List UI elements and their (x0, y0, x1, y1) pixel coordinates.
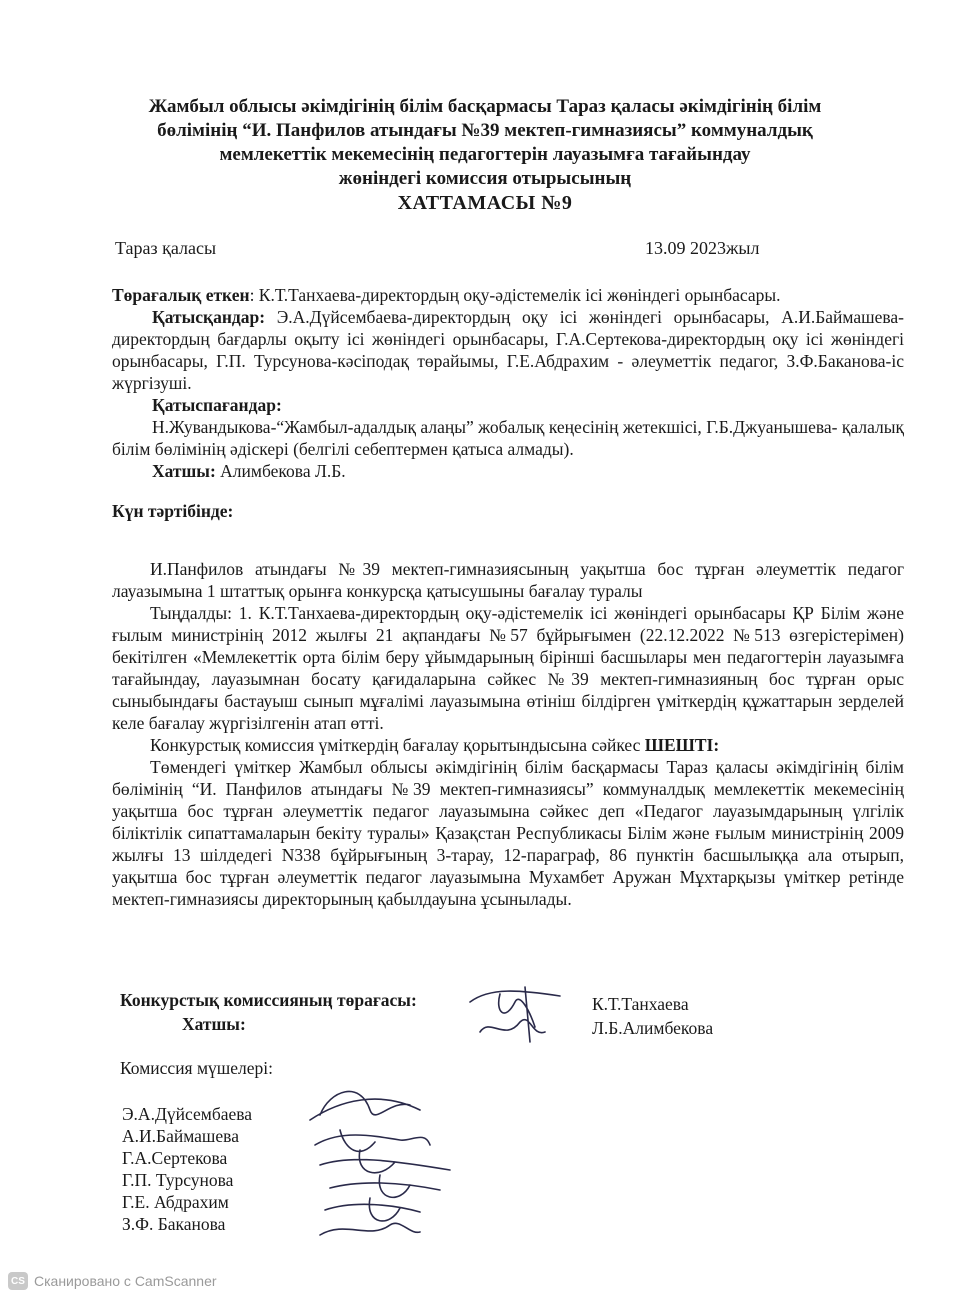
heard-paragraph: Тыңдалды: 1. К.Т.Танхаева-директордың оқу-әдістемелік ісі жөніндегі орынбасары ҚР Білім және ғылым министрінің 2012 жылғы 21 ақпандағы №57 бұйрығымен (22.12.2022 №513 өзгерістерімен) бекітілген «Мемлекеттік орта білім беру ұйымдарының бірінші басшылары мен педагогтерін лауазымға тағайындау, лауазымнан босату қағидаларына сәйкес №39 мектеп-гимназияның бос тұрған орыс сыныбындағы бастауыш сынып мұғалімі лауазымына өтініш білдірген үміткердің құжаттарын зерделей келе бағалау жүргізілгенін атап өтті. (112, 603, 904, 733)
secretary-name: Л.Б.Алимбекова (592, 1018, 714, 1038)
agenda-item: И.Панфилов атындағы №39 мектеп-гимназиясының уақытша бос тұрған әлеуметтік педагог лауазымына 1 штаттық орынға конкурсқа қатысушыны бағалау туралы (112, 559, 904, 601)
participants-label: Қатысқандар: (152, 307, 266, 327)
decision-paragraph (112, 734, 904, 756)
secretary-paragraph (112, 460, 904, 482)
absent-text: Н.Жувандыкова-“Жамбыл-адалдық алаңы” жобалық кеңесінің жетекшісі, Г.Б.Джуанышева- қалалық білім бөлімінің әдіскері (белгілі себептермен қатыса алмады). (112, 417, 904, 459)
scanner-watermark (8, 1270, 217, 1292)
signature-section (120, 990, 880, 1250)
member-name: Г.Е. Абдрахим (122, 1192, 229, 1212)
participants-text: Э.А.Дүйсембаева-директордың оқу ісі жөніндегі орынбасары, А.И.Баймашева-директордың бағдарлы оқыту ісі жөніндегі орынбасары, Г.А.Сертекова-директордың оқу ісі жөніндегі орынбасары, Г.П. Турсунова-кәсіподақ төрайымы, Г.Е.Абдрахим - әлеуметтік педагог, З.Ф.Баканова-іс жүргізуші. (112, 307, 904, 393)
secretary-signature-label: Хатшы: (182, 1014, 246, 1034)
absent-label: Қатыспағандар: (152, 395, 282, 415)
secretary-label: Хатшы: (152, 461, 216, 481)
watermark-text: Сканировано с CamScanner (34, 1273, 217, 1289)
chair-paragraph (112, 284, 904, 306)
chair-name: К.Т.Танхаева (592, 994, 689, 1014)
chair-signature-drawing (460, 982, 580, 1052)
protocol-body (112, 284, 904, 910)
chair-text: : К.Т.Танхаева-директордың оқу-әдістемелік ісі жөніндегі орынбасары. (249, 285, 781, 305)
members-signatures-drawing (300, 1070, 470, 1245)
title-line-1: Жамбыл облысы әкімдігінің білім басқармасы Тараз қаласы әкімдігінің білім (148, 96, 822, 117)
chair-signature-label: Конкурстық комиссияның төрағасы: (120, 990, 417, 1010)
decision-label: ШЕШТІ: (644, 735, 720, 755)
member-name: Г.А.Сертекова (122, 1148, 228, 1168)
agenda-label: Күн тәртібінде: (112, 501, 234, 521)
decision-text: Төмендегі үміткер Жамбыл облысы әкімдігінің білім басқармасы Тараз қаласы әкімдігінің білім бөлімінің “И. Панфилов атындағы №39 мектеп-гимназиясы” коммуналдық мемлекеттік мекемесінің уақытша бос тұрған әлеуметтік педагог лауазымына сәйкес деп «Педагог лауазымдарының үлгілік біліктілік сипаттамаларын бекіту туралы» Қазақстан Республикасы Білім және ғылым министрінің 2009 жылғы 13 шілдедегі N338 бұйрығының 3-тарау, 12-параграф, 86 пунктін басшылыққа ала отырып, уақытша бос тұрған әлеуметтік педагог лауазымына Мухамбет Аружан Мұхтарқызы үміткер ретінде мектеп-гимназиясы директорының қабылдауына ұсынылады. (112, 757, 904, 909)
protocol-number: ХАТТАМАСЫ №9 (397, 192, 573, 214)
member-name: З.Ф. Баканова (122, 1214, 226, 1234)
title-line-3: мемлекеттік мекемесінің педагогтерін лауазымға тағайындау (219, 144, 751, 165)
member-name: Э.А.Дүйсембаева (122, 1104, 253, 1124)
members-label: Комиссия мүшелері: (120, 1058, 274, 1078)
decision-intro: Конкурстық комиссия үміткердің бағалау қорытындысына сәйкес (150, 735, 645, 755)
secretary-text: Алимбекова Л.Б. (215, 461, 346, 481)
document-title (120, 95, 850, 215)
camscanner-logo-icon: CS (8, 1272, 28, 1290)
title-line-2: бөлімінің “И. Панфилов атындағы №39 мектеп-гимназиясы” коммуналдық (157, 120, 813, 141)
member-name: Г.П. Турсунова (122, 1170, 234, 1190)
participants-paragraph (112, 306, 904, 394)
date: 13.09 2023жыл (645, 238, 760, 258)
city: Тараз қаласы (115, 238, 217, 258)
member-name: А.И.Баймашева (122, 1126, 239, 1146)
title-line-4: жөніндегі комиссия отырысының (338, 168, 632, 189)
chair-label: Төрағалық еткен (112, 285, 250, 305)
